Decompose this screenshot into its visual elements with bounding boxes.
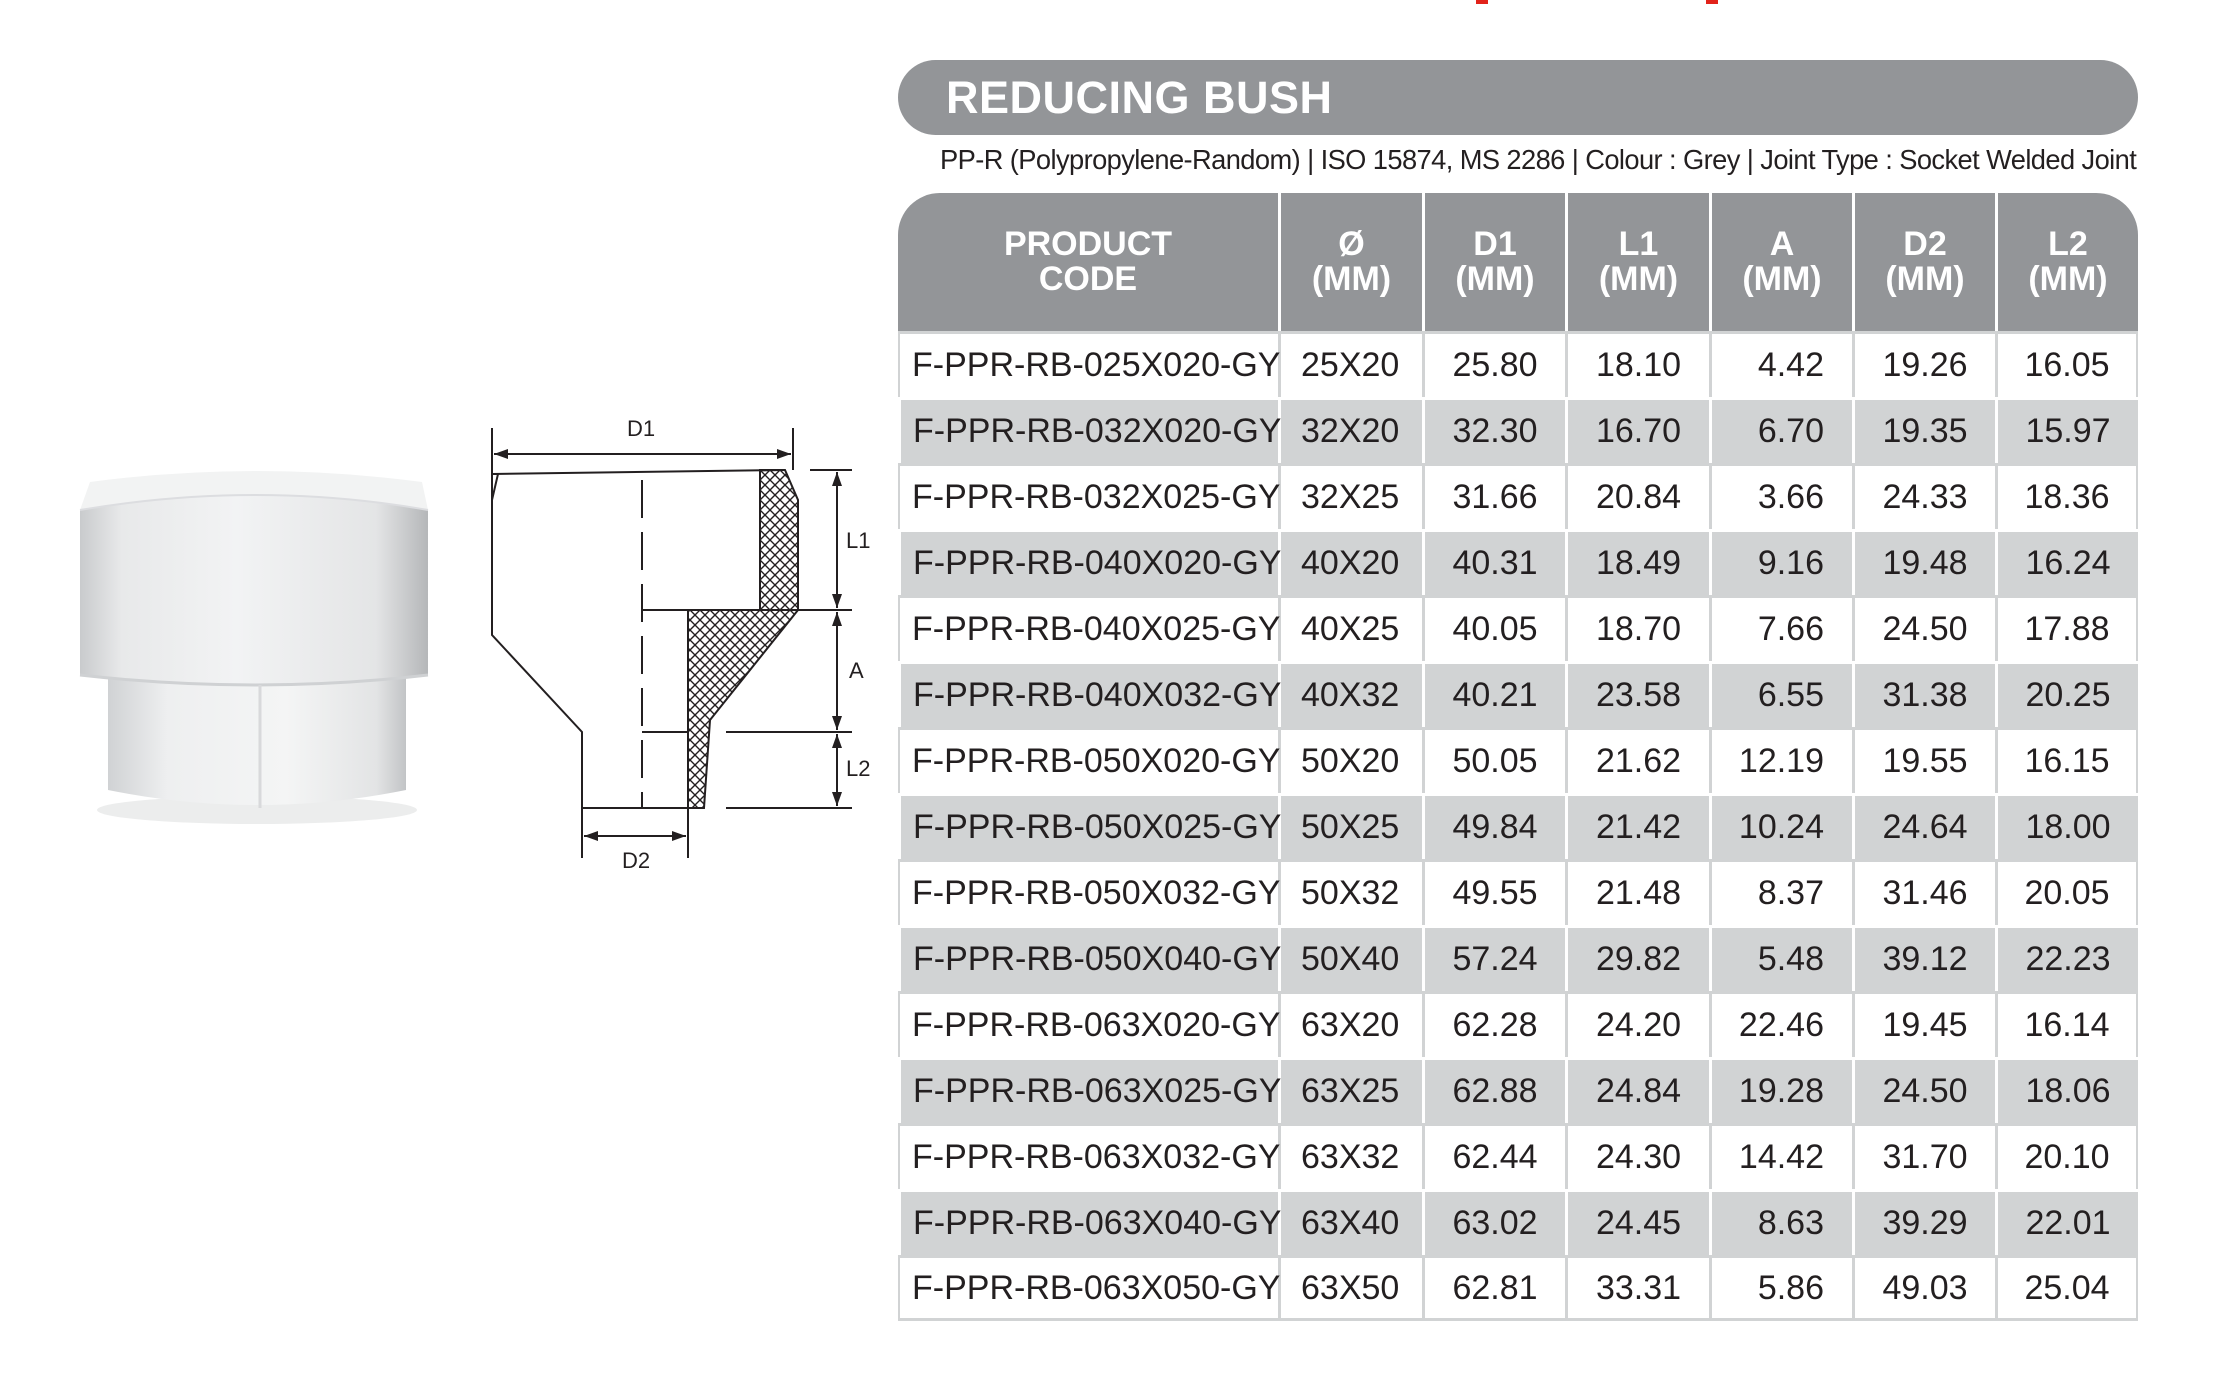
cell-l2: 15.97 [1995,397,2138,463]
cell-diameter: 50X32 [1278,859,1422,925]
header-line-1: L2 [2048,225,2088,263]
cell-d2: 24.33 [1852,463,1995,529]
cell-d1: 57.24 [1422,925,1565,991]
table-row [898,529,2138,595]
cell-d1: 62.88 [1422,1057,1565,1123]
cell-l1: 24.20 [1565,991,1709,1057]
table-row [898,595,2138,661]
a-label: A [849,658,864,683]
table-row [898,661,2138,727]
table-header-row [898,193,2138,331]
cell-diameter: 50X25 [1278,793,1422,859]
header-product-code [898,193,1278,331]
cell-product-code: F-PPR-RB-032X020-GY [898,397,1278,463]
cell-l1: 16.70 [1565,397,1709,463]
cell-l2: 16.05 [1995,331,2138,397]
cell-a: 9.16 [1709,529,1852,595]
cell-d2: 31.70 [1852,1123,1995,1189]
cell-l1: 23.58 [1565,661,1709,727]
header-line-2: (MM) [1885,260,1965,298]
cell-d1: 49.84 [1422,793,1565,859]
cell-d2: 19.45 [1852,991,1995,1057]
header-line-2: (MM) [1742,260,1822,298]
cell-diameter: 50X20 [1278,727,1422,793]
cell-product-code: F-PPR-RB-063X040-GY [898,1189,1278,1255]
header-line-1: D2 [1903,225,1947,263]
cell-a: 14.42 [1709,1123,1852,1189]
header-line-1: Ø [1338,225,1365,263]
cell-a: 10.24 [1709,793,1852,859]
cell-d1: 40.21 [1422,661,1565,727]
cell-diameter: 63X32 [1278,1123,1422,1189]
cell-l2: 16.14 [1995,991,2138,1057]
header-line-2: (MM) [2028,260,2108,298]
cell-product-code: F-PPR-RB-050X040-GY [898,925,1278,991]
header-line-1: PRODUCT [1003,225,1173,263]
page-title: REDUCING BUSH [946,71,1333,123]
cell-product-code: F-PPR-RB-050X020-GY [898,727,1278,793]
table-row [898,1255,2138,1321]
cell-l2: 18.06 [1995,1057,2138,1123]
cell-l1: 20.84 [1565,463,1709,529]
cell-d1: 25.80 [1422,331,1565,397]
table-row [898,793,2138,859]
cell-d1: 49.55 [1422,859,1565,925]
cell-d2: 19.48 [1852,529,1995,595]
cell-l2: 22.23 [1995,925,2138,991]
cell-a: 19.28 [1709,1057,1852,1123]
cell-d2: 49.03 [1852,1255,1995,1321]
cell-d1: 50.05 [1422,727,1565,793]
cell-l1: 33.31 [1565,1255,1709,1321]
cell-product-code: F-PPR-RB-063X020-GY [898,991,1278,1057]
product-photo [70,470,440,835]
cell-a: 3.66 [1709,463,1852,529]
cropped-red-mark [1706,0,1718,4]
cell-product-code: F-PPR-RB-063X025-GY [898,1057,1278,1123]
table-row [898,925,2138,991]
cell-d2: 39.29 [1852,1189,1995,1255]
cell-l1: 18.10 [1565,331,1709,397]
cell-d1: 31.66 [1422,463,1565,529]
spec-table [898,193,2138,1321]
header-line-1: A [1769,225,1795,263]
header-line-1: L1 [1618,225,1659,263]
cell-l2: 16.15 [1995,727,2138,793]
header-line-2: (MM) [1598,260,1679,298]
cell-product-code: F-PPR-RB-050X025-GY [898,793,1278,859]
cell-product-code: F-PPR-RB-050X032-GY [898,859,1278,925]
header-diameter [1278,193,1422,331]
cell-diameter: 40X25 [1278,595,1422,661]
cell-l1: 29.82 [1565,925,1709,991]
cell-diameter: 32X20 [1278,397,1422,463]
header-line-2: CODE [1038,260,1138,298]
cell-diameter: 63X20 [1278,991,1422,1057]
cell-l2: 22.01 [1995,1189,2138,1255]
table-row [898,727,2138,793]
cell-a: 7.66 [1709,595,1852,661]
cell-l2: 25.04 [1995,1255,2138,1321]
header-l1 [1565,193,1709,331]
cell-d1: 32.30 [1422,397,1565,463]
cell-l1: 24.84 [1565,1057,1709,1123]
cell-a: 8.63 [1709,1189,1852,1255]
cell-d1: 62.44 [1422,1123,1565,1189]
header-line-1: D1 [1473,225,1517,263]
cell-diameter: 25X20 [1278,331,1422,397]
header-a [1709,193,1852,331]
cell-l2: 17.88 [1995,595,2138,661]
spec-subtitle: PP-R (Polypropylene-Random) | ISO 15874, MS 2286 | Colour : Grey | Joint Type : Socket Welded Joint [940,144,2137,175]
cell-d2: 24.64 [1852,793,1995,859]
cell-d1: 40.05 [1422,595,1565,661]
cell-l2: 16.24 [1995,529,2138,595]
cell-l1: 18.70 [1565,595,1709,661]
l2-label: L2 [846,756,871,781]
cell-l1: 21.62 [1565,727,1709,793]
cross-section-diagram [480,410,880,875]
cell-l1: 21.42 [1565,793,1709,859]
cell-a: 12.19 [1709,727,1852,793]
table-row [898,331,2138,397]
cell-diameter: 40X20 [1278,529,1422,595]
header-d1 [1422,193,1565,331]
cell-d2: 24.50 [1852,1057,1995,1123]
table-row [898,463,2138,529]
cell-l2: 20.25 [1995,661,2138,727]
d1-label: D1 [627,416,656,441]
cell-product-code: F-PPR-RB-032X025-GY [898,463,1278,529]
cell-l2: 20.10 [1995,1123,2138,1189]
cell-a: 6.70 [1709,397,1852,463]
cell-product-code: F-PPR-RB-040X032-GY [898,661,1278,727]
cell-d2: 39.12 [1852,925,1995,991]
d2-label: D2 [622,848,651,870]
cell-a: 8.37 [1709,859,1852,925]
cell-l1: 18.49 [1565,529,1709,595]
table-row [898,1057,2138,1123]
cell-diameter: 63X50 [1278,1255,1422,1321]
cell-d2: 31.38 [1852,661,1995,727]
header-d2 [1852,193,1995,331]
cell-a: 4.42 [1709,331,1852,397]
cell-l2: 20.05 [1995,859,2138,925]
cell-l1: 24.30 [1565,1123,1709,1189]
table-body [898,331,2138,1321]
cell-d2: 24.50 [1852,595,1995,661]
cell-d1: 62.81 [1422,1255,1565,1321]
cell-d2: 19.26 [1852,331,1995,397]
cell-d1: 62.28 [1422,991,1565,1057]
cell-diameter: 63X25 [1278,1057,1422,1123]
cell-a: 5.48 [1709,925,1852,991]
cell-diameter: 32X25 [1278,463,1422,529]
cell-diameter: 40X32 [1278,661,1422,727]
table-row [898,1189,2138,1255]
cell-diameter: 63X40 [1278,1189,1422,1255]
cell-d2: 19.35 [1852,397,1995,463]
cell-product-code: F-PPR-RB-063X032-GY [898,1123,1278,1189]
table-row [898,397,2138,463]
table-row [898,859,2138,925]
cell-d2: 19.55 [1852,727,1995,793]
cell-d1: 40.31 [1422,529,1565,595]
cell-a: 22.46 [1709,991,1852,1057]
header-line-2: (MM) [1311,260,1392,298]
table-row [898,991,2138,1057]
cropped-red-mark [1476,0,1488,4]
cell-l1: 21.48 [1565,859,1709,925]
cell-d2: 31.46 [1852,859,1995,925]
cell-product-code: F-PPR-RB-025X020-GY [898,331,1278,397]
title-bar [898,60,2138,135]
cell-product-code: F-PPR-RB-063X050-GY [898,1255,1278,1321]
header-line-2: (MM) [1455,260,1535,298]
cell-diameter: 50X40 [1278,925,1422,991]
l1-label: L1 [846,528,871,553]
cell-product-code: F-PPR-RB-040X020-GY [898,529,1278,595]
cell-d1: 63.02 [1422,1189,1565,1255]
table-row [898,1123,2138,1189]
cell-l2: 18.36 [1995,463,2138,529]
cell-product-code: F-PPR-RB-040X025-GY [898,595,1278,661]
cell-l2: 18.00 [1995,793,2138,859]
cell-l1: 24.45 [1565,1189,1709,1255]
cell-a: 6.55 [1709,661,1852,727]
header-l2 [1995,193,2138,331]
cell-a: 5.86 [1709,1255,1852,1321]
